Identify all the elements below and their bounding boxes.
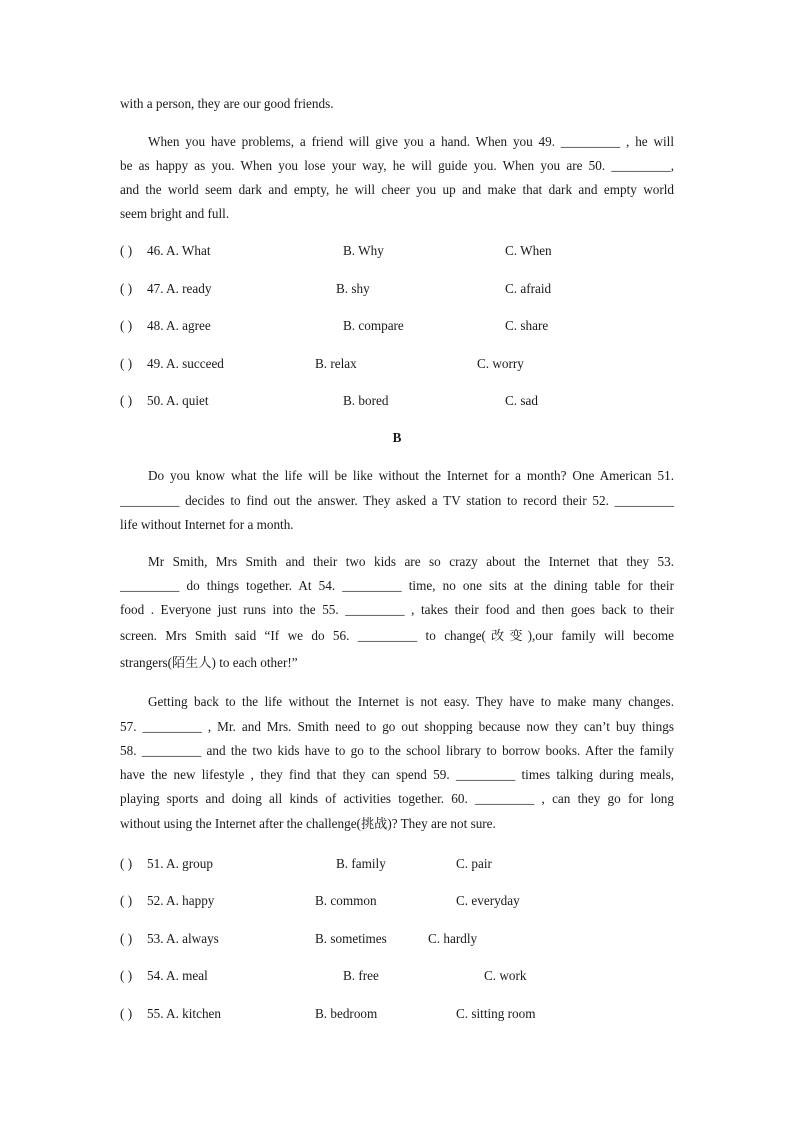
passage-b-line: food . Everyone just runs into the 55. _________ , takes their food and then goes back to their	[120, 602, 674, 617]
option-c: C. hardly	[428, 931, 478, 946]
question-row	[120, 930, 680, 948]
option-b: B. bored	[343, 393, 389, 408]
option-b: B. shy	[336, 281, 370, 296]
option-b: B. compare	[343, 318, 404, 333]
passage-b-line: have the new lifestyle , they find that they can spend 59. _________ times talking during meals,	[120, 767, 674, 782]
option-b: B. free	[343, 968, 379, 983]
passage-a-line: with a person, they are our good friends.	[120, 96, 334, 111]
option-c: C. everyday	[456, 893, 520, 908]
option-b: B. family	[336, 856, 386, 871]
option-b: B. common	[315, 893, 377, 908]
option-c: C. sitting room	[456, 1006, 536, 1021]
passage-b-line: screen. Mrs Smith said “If we do 56. _________ to change(改变),our family will become	[120, 628, 674, 643]
passage-b-line: Getting back to the life without the Internet is not easy. They have to make many changes.	[148, 694, 674, 709]
option-b: B. sometimes	[315, 931, 387, 946]
option-c: C. work	[484, 968, 527, 983]
passage-b-line: Mr Smith, Mrs Smith and their two kids are so crazy about the Internet that they 53.	[148, 554, 674, 569]
passage-b-line: without using the Internet after the challenge(挑战)? They are not sure.	[120, 816, 496, 831]
answer-bracket[interactable]: ( )	[120, 243, 133, 258]
passage-b-line: playing sports and doing all kinds of activities together. 60. _________ , can they go for long	[120, 791, 674, 806]
option-a: 46. A. What	[147, 243, 211, 258]
question-row	[120, 392, 680, 410]
option-a: 55. A. kitchen	[147, 1006, 221, 1021]
option-c: C. pair	[456, 856, 492, 871]
option-c: C. sad	[505, 393, 538, 408]
option-b: B. bedroom	[315, 1006, 378, 1021]
passage-b-line: _________ do things together. At 54. _________ time, no one sits at the dining table for their	[120, 578, 674, 593]
answer-bracket[interactable]: ( )	[120, 931, 133, 946]
option-a: 50. A. quiet	[147, 393, 209, 408]
option-c: C. When	[505, 243, 552, 258]
passage-b-line: _________ decides to find out the answer. They asked a TV station to record their 52. _________	[120, 493, 674, 508]
question-row	[120, 967, 680, 985]
passage-a-line: When you have problems, a friend will give you a hand. When you 49. _________ , he will	[148, 134, 674, 149]
answer-bracket[interactable]: ( )	[120, 856, 133, 871]
passage-b-line: life without Internet for a month.	[120, 517, 294, 532]
option-c: C. worry	[477, 356, 524, 371]
option-a: 49. A. succeed	[147, 356, 224, 371]
option-c: C. afraid	[505, 281, 552, 296]
passage-b-line: 58. _________ and the two kids have to go to the school library to borrow books. After the family	[120, 743, 674, 758]
passage-a-line: seem bright and full.	[120, 206, 230, 221]
question-row	[120, 855, 680, 873]
answer-bracket[interactable]: ( )	[120, 1006, 133, 1021]
passage-a-line: be as happy as you. When you lose your way, he will guide you. When you are 50. _________,	[120, 158, 674, 173]
question-row	[120, 242, 680, 260]
option-a: 47. A. ready	[147, 281, 212, 296]
option-a: 53. A. always	[147, 931, 219, 946]
answer-bracket[interactable]: ( )	[120, 893, 133, 908]
question-row	[120, 280, 680, 298]
option-a: 51. A. group	[147, 856, 213, 871]
answer-bracket[interactable]: ( )	[120, 281, 133, 296]
option-b: B. Why	[343, 243, 384, 258]
option-c: C. share	[505, 318, 549, 333]
answer-bracket[interactable]: ( )	[120, 356, 133, 371]
option-b: B. relax	[315, 356, 357, 371]
section-heading: B	[392, 430, 402, 445]
question-row	[120, 355, 680, 373]
answer-bracket[interactable]: ( )	[120, 968, 133, 983]
option-a: 52. A. happy	[147, 893, 215, 908]
answer-bracket[interactable]: ( )	[120, 393, 133, 408]
question-row	[120, 892, 680, 910]
passage-b-line: 57. _________ , Mr. and Mrs. Smith need to go out shopping because now they can’t buy things	[120, 719, 674, 734]
question-row	[120, 317, 680, 335]
option-a: 48. A. agree	[147, 318, 211, 333]
option-a: 54. A. meal	[147, 968, 208, 983]
question-row	[120, 1005, 680, 1023]
passage-b-line: Do you know what the life will be like without the Internet for a month? One American 51.	[148, 468, 674, 483]
passage-a-line: and the world seem dark and empty, he will cheer you up and make that dark and empty world	[120, 182, 674, 197]
passage-b-line: strangers(陌生人) to each other!”	[120, 655, 298, 670]
answer-bracket[interactable]: ( )	[120, 318, 133, 333]
